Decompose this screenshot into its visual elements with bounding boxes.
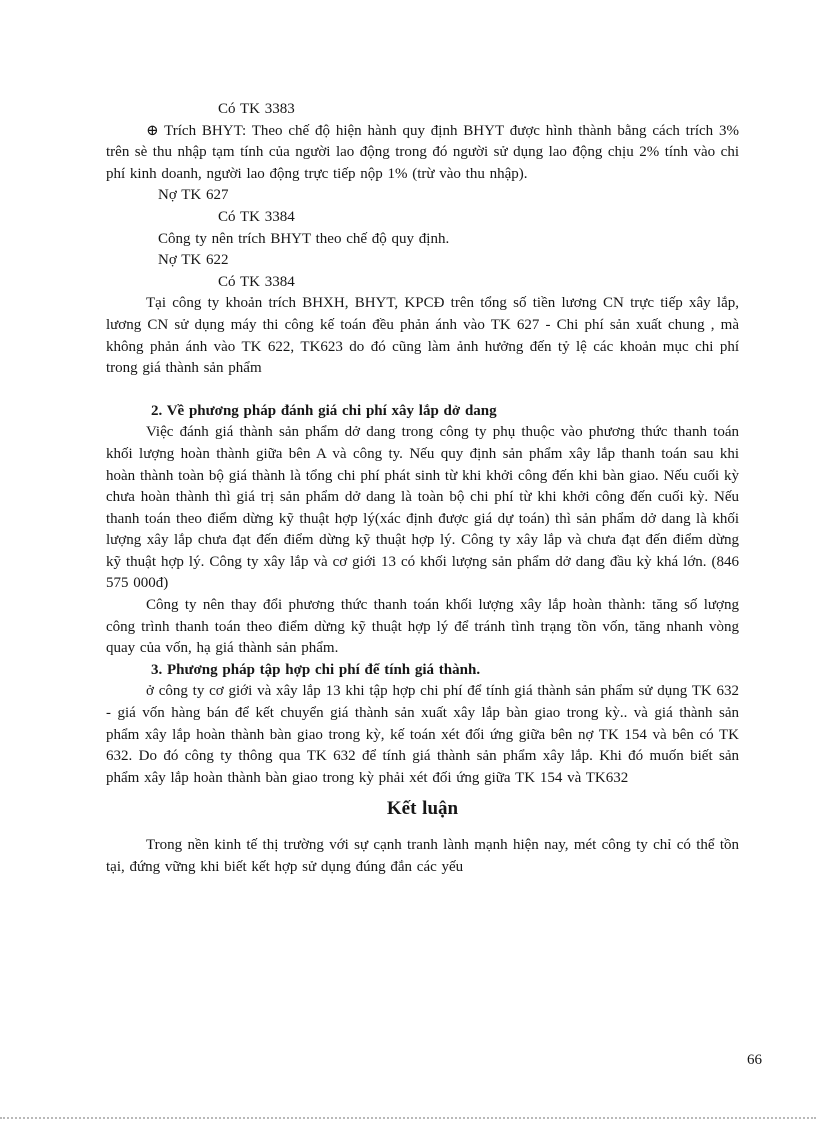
account-credit-line-tk3384-a: Có TK 3384 — [218, 208, 295, 225]
document-body — [106, 99, 739, 879]
paragraph-wip-valuation: Việc đánh giá thành sản phẩm dở dang trong công ty phụ thuộc vào phương thức thanh toán khối lượng hoàn thành giữa bên A và công ty. Nếu quy định sản phẩm xây lắp thanh toán sau khi hoàn thành toàn bộ giá thành là tổng chi phí phát sinh từ khi khởi công đến khi bàn giao. Nếu cuối kỳ chưa hoàn thành thì giá trị sản phẩm dở dang là toàn bộ chi phí từ khi khởi công đến cuối kỳ. Nếu thanh toán theo điểm dừng kỹ thuật hợp lý(xác định được giá dự toán) thì sản phẩm dở dang là khối lượng xây lắp chưa đạt đến điểm dừng kỹ thuật hợp lý. Công ty xây lắp và chưa đạt đến điểm dừng kỹ thuật hợp lý. Công ty xây lắp và cơ giới 13 có khối lượng sản phẩm dở dang đầu kỳ khá lớn. (846 575 000đ) — [106, 424, 739, 592]
paragraph-conclusion-intro: Trong nền kinh tế thị trường với sự cạnh tranh lành mạnh hiện nay, mét công ty chỉ có thể tồn tại, đứng vững khi biết kết hợp sử dụng đúng đắn các yếu — [106, 837, 739, 875]
paragraph-bhxh-allocation: Tại công ty khoản trích BHXH, BHYT, KPCĐ trên tổng số tiền lương CN trực tiếp xây lắp, lương CN sử dụng máy thi công kế toán đều phản ánh vào TK 627 - Chi phí sản xuất chung , mà không phản ánh vào TK 622, TK623 do đó cũng làm ảnh hưởng đến tỷ lệ các khoản mục chi phí trong giá thành sản phẩm — [106, 295, 739, 377]
account-credit-line-tk3384-b: Có TK 3384 — [218, 273, 295, 290]
account-debit-line-tk622: Nợ TK 622 — [158, 252, 229, 269]
account-credit-line-tk3383: Có TK 3383 — [218, 101, 295, 117]
page-number: 66 — [747, 1052, 762, 1068]
paragraph-payment-method-change: Công ty nên thay đổi phương thức thanh toán khối lượng xây lắp hoàn thành: tăng số lượng công trình thanh toán theo điểm dừng kỹ thuật hợp lý để tránh tình trạng tồn vốn, tăng nhanh vòng quay của vốn, hạ giá thành sản phẩm. — [106, 597, 739, 657]
section-heading-2: 2. Về phương pháp đánh giá chi phí xây lắp dở dang — [151, 402, 497, 419]
page-bottom-edge — [0, 1117, 816, 1119]
recommendation-line-bhyt: Công ty nên trích BHYT theo chế độ quy định. — [158, 230, 450, 247]
conclusion-heading: Kết luận — [386, 798, 459, 820]
paragraph-cost-aggregation-tk632: ở công ty cơ giới và xây lắp 13 khi tập hợp chi phí để tính giá thành sản phẩm sử dụng TK 632 - giá vốn hàng bán để kết chuyển giá thành sản xuất xây lắp bàn giao trong kỳ.. và giá thành sản phẩm xây lắp hoàn thành bàn giao trong kỳ, kế toán xét đối ứng giữa bên nợ TK 154 và bên có TK 632. Do đó công ty thông qua TK 632 để tính giá thành sản phẩm xây lắp. Khi đó muốn biết sản phẩm xây lắp hoàn thành bàn giao trong kỳ phải xét đối ứng giữa TK 154 và TK632 — [106, 683, 739, 786]
section-heading-3: 3. Phương pháp tập hợp chi phí để tính giá thành. — [151, 661, 481, 678]
paragraph-bhyt-deduction: ⊕ Trích BHYT: Theo chế độ hiện hành quy định BHYT được hình thành bằng cách trích 3% trên sè thu nhập tạm tính của người lao động trong đó người sử dụng lao động chịu 2% tính vào chi phí kinh doanh, người lao động trực tiếp nộp 1% (trừ vào thu nhập). — [106, 122, 739, 182]
account-debit-line-tk627: Nợ TK 627 — [158, 187, 229, 204]
